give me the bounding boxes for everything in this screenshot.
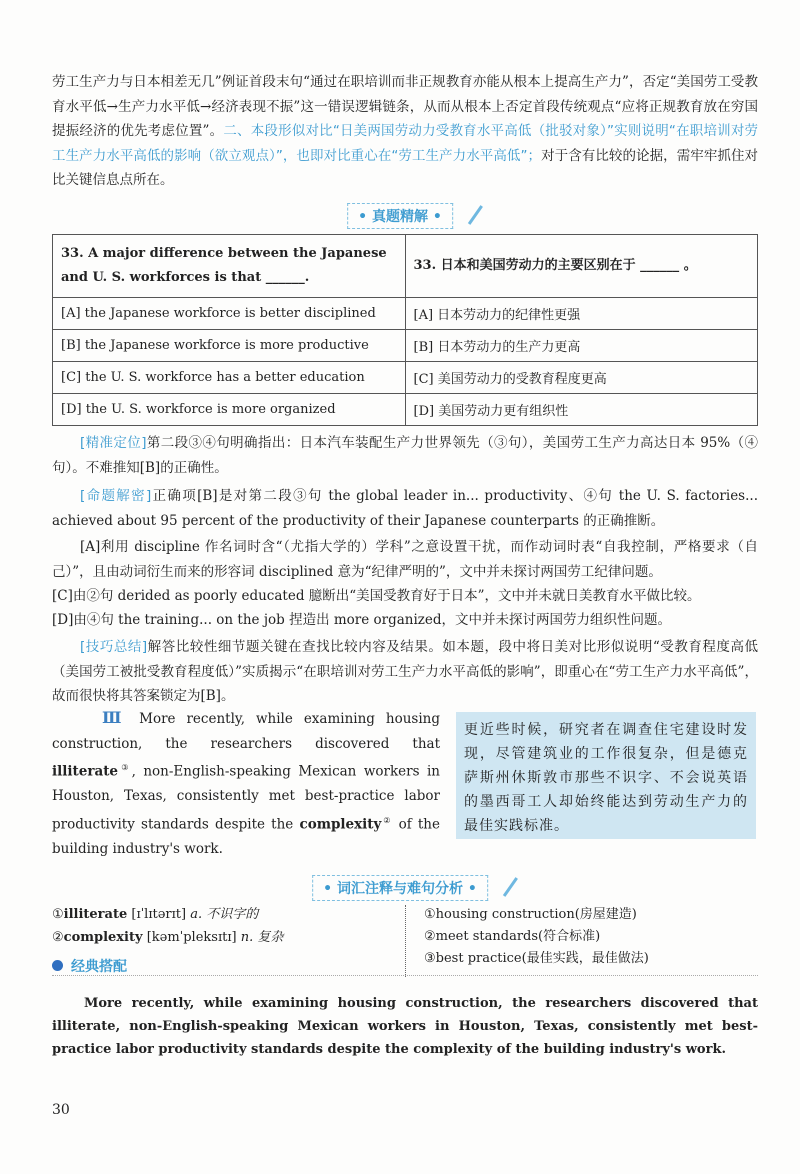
page-number: 30 [52, 1102, 70, 1118]
collocation-item: ①housing construction(房屋建造) [424, 907, 637, 922]
passage-text: of the building industry's work. [52, 816, 440, 857]
pen-icon [491, 869, 518, 897]
analysis-text: 第二段③④句明确指出：日本汽车装配生产力世界领先（③句），美国劳工生产力高达日本 95%（④句）。不难推知[B]的正确性。 [52, 435, 758, 476]
bullet-icon [52, 960, 63, 971]
collocation-item: ②meet standards(符合标准) [424, 929, 601, 944]
analysis-text: 解答比较性细节题关键在查找比较内容及结果。如本题，段中将日美对比形似说明“受教育程度高低（美国劳工被批受教育程度低）”实质揭示“在职培训对劳工生产力水平高低的影响”，即重心在“劳工生产力水平高低”，故而很快将其答案锁定为[B]。 [52, 639, 758, 704]
table-row [53, 330, 758, 362]
table-row [53, 235, 758, 298]
vocab-def: a. 不识字的 [190, 907, 259, 922]
vocab-ipa: [kəmˈpleksɪtɪ] [146, 930, 237, 945]
analysis-secret [52, 484, 758, 533]
intro-end: 对于含有比较的论据，需牢牢抓住对比关键信息点所在。 [52, 147, 759, 188]
question-zh: 33. 日本和美国劳动力的主要区别在于 ______ 。 [405, 235, 758, 298]
question-table [52, 234, 758, 426]
collocation-item: ③best practice(最佳实践，最佳做法) [424, 951, 649, 966]
tag-tip: [技巧总结] [80, 639, 148, 655]
vocab-ipa: [ɪˈlɪtərɪt] [131, 907, 187, 922]
option-zh: [A] 日本劳动力的纪律性更强 [405, 298, 758, 330]
table-row [53, 362, 758, 394]
intro-text: 劳工生产力与日本相差无几”例证首段末句“通过在职培训而非正规教育亦能从根本上提高生产力”，否定“美国劳工受教育水平低→生产力水平低→经济表现不振”这一错误逻辑链条，从而从根本上否定首段传统观点“应将正规教育放在穷国提振经济的优先考虑位置”。 [52, 74, 758, 139]
option-en: [D] the U. S. workforce is more organized [53, 394, 406, 426]
passage-text: More recently, while examining housing construction, the researchers discovered that [52, 711, 440, 752]
passage-text: , non-English-speaking Mexican workers in Houston, Texas, consistently met best-practice labor productivity standards despite the [52, 763, 441, 832]
translation-box: 更近些时候，研究者在调查住宅建设时发现，尽管建筑业的工作很复杂，但是德克萨斯州休斯敦市那些不识字、不会说英语的墨西哥工人却始终能达到劳动生产力的最佳实践标准。 [456, 712, 756, 839]
tag-location: [精准定位] [80, 435, 147, 451]
section-title: • 真题精解 • [358, 209, 442, 225]
tag-secret: [命题解密] [80, 488, 152, 504]
vocab-def: n. 复杂 [240, 930, 284, 945]
section-header-vocab [312, 875, 488, 901]
analysis-tip [52, 635, 758, 709]
key-sentence: More recently, while examining housing construction, the researchers discovered that illiterate, non-English-speaking Mexican workers in Houston, Texas, consistently met best-practice labor productivity standards despite the complexity of the building industry's work. [52, 996, 758, 1057]
analysis-option-c: [C]由②句 derided as poorly educated 臆断出“美国受教育好于日本”，文中并未就日美教育水平做比较。 [52, 588, 701, 604]
analysis-location [52, 431, 758, 480]
divider-wave [405, 905, 412, 977]
passage-paragraph [52, 706, 440, 861]
pen-icon [456, 197, 483, 225]
vocab-word: complexity [299, 816, 382, 832]
option-zh: [B] 日本劳动力的生产力更高 [405, 330, 758, 362]
vocab-num: ① [52, 907, 64, 922]
section-title: • 词汇注释与难句分析 • [323, 881, 477, 897]
intro-highlight: 二、本段形似对比“日美两国劳动力受教育水平高低（批驳对象）”实则说明“在职培训对劳工生产力水平高低的影响（欲立观点）”，也即对比重心在“劳工生产力水平高低”； [52, 123, 758, 164]
vocab-word: complexity [63, 930, 143, 945]
vocab-item [52, 926, 283, 950]
section-header-exam [347, 203, 453, 229]
option-zh: [C] 美国劳动力的受教育程度更高 [405, 362, 758, 394]
intro-paragraph [52, 70, 758, 193]
table-row [53, 394, 758, 426]
vocab-mark: ② [381, 815, 393, 825]
question-en: 33. A major difference between the Japanese and U. S. workforces is that ______. [53, 235, 406, 298]
vocab-mark: ③ [118, 763, 132, 772]
analysis-option-d: [D]由④句 the training... on the job 捏造出 more organized，文中并未探讨两国劳力组织性问题。 [52, 612, 672, 628]
analysis-text: 正确项[B]是对第二段③句 the global leader in... productivity、④句 the U. S. factories... achieved about 95 percent of the productivity of their Japanese counterparts 的正确推断。 [52, 488, 758, 529]
option-en: [B] the Japanese workforce is more productive [53, 330, 406, 362]
table-row [53, 298, 758, 330]
vocab-word: illiterate [52, 763, 119, 780]
option-en: [A] the Japanese workforce is better disciplined [53, 298, 406, 330]
vocab-item [52, 903, 258, 927]
option-en: [C] the U. S. workforce has a better education [53, 362, 406, 394]
vocab-num: ② [52, 930, 64, 945]
divider [52, 975, 758, 976]
option-zh: [D] 美国劳动力更有组织性 [405, 394, 758, 426]
vocab-word: illiterate [63, 907, 128, 922]
collocation-title: 经典搭配 [71, 959, 127, 975]
paragraph-number: Ⅲ [102, 708, 129, 727]
analysis-option-a: [A]利用 discipline 作名词时含“（尤指大学的）学科”之意设置干扰，而作动词时表“自我控制，严格要求（自己）”，且由动词衍生而来的形容词 disciplined 意为“纪律严明的”，文中并未探讨两国劳工纪律问题。 [52, 539, 758, 580]
